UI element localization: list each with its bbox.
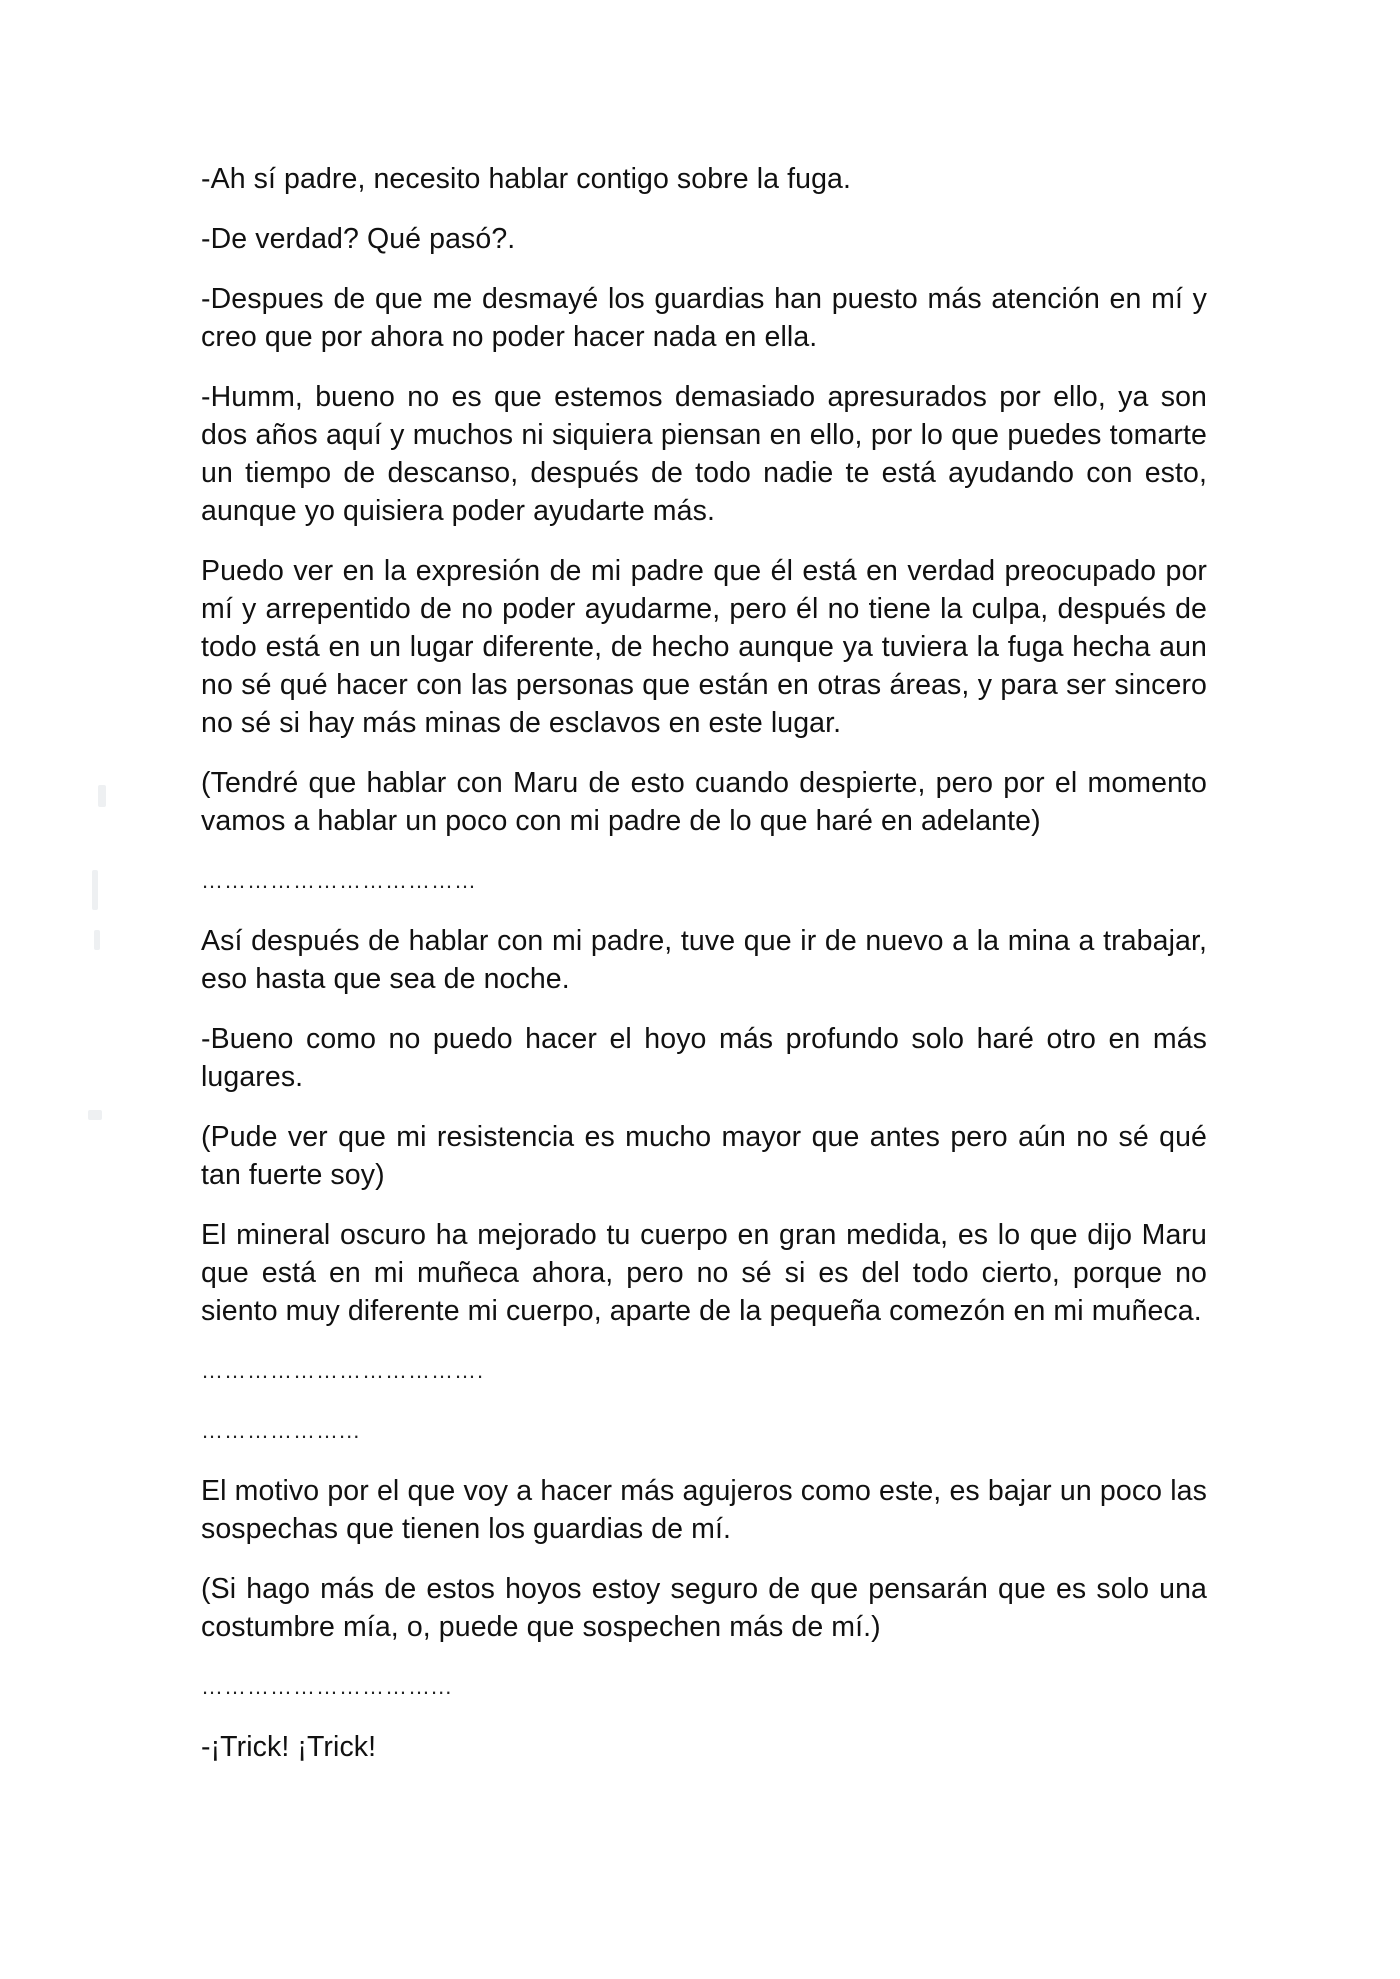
scan-artifact xyxy=(94,930,100,950)
dialogue-line: -¡Trick! ¡Trick! xyxy=(201,1731,377,1763)
scan-artifact xyxy=(98,785,106,807)
document-body xyxy=(201,160,1207,1788)
thought-paragraph: (Pude ver que mi resistencia es mucho mayor que antes pero aún no sé qué tan fuerte soy) xyxy=(201,1121,1207,1191)
thought-paragraph: (Si hago más de estos hoyos estoy seguro de que pensarán que es solo una costumbre mía, o, puede que sospechen más de mí.) xyxy=(201,1573,1207,1643)
scan-artifact xyxy=(88,1110,102,1120)
dialogue-line: -Ah sí padre, necesito hablar contigo sobre la fuga. xyxy=(201,163,852,195)
scene-separator: ……………………………… xyxy=(201,868,477,893)
dialogue-line: -De verdad? Qué pasó?. xyxy=(201,223,516,255)
dialogue-line: -Humm, bueno no es que estemos demasiado apresurados por ello, ya son dos años aquí y muchos ni siquiera piensan en ello, por lo que puedes tomarte un tiempo de descanso, después de todo nadie te está ayudando con esto, aunque yo quisiera poder ayudarte más. xyxy=(201,381,1207,527)
narrative-paragraph: El mineral oscuro ha mejorado tu cuerpo en gran medida, es lo que dijo Maru que está en mi muñeca ahora, pero no sé si es del todo cierto, porque no siento muy diferente mi cuerpo, aparte de la pequeña comezón en mi muñeca. xyxy=(201,1219,1207,1327)
scan-artifact xyxy=(92,870,98,910)
thought-paragraph: (Tendré que hablar con Maru de esto cuando despierte, pero por el momento vamos a hablar un poco con mi padre de lo que haré en adelante) xyxy=(201,767,1207,837)
narrative-paragraph: El motivo por el que voy a hacer más agujeros como este, es bajar un poco las sospechas que tienen los guardias de mí. xyxy=(201,1475,1207,1545)
scene-separator: ………………………………. xyxy=(201,1358,485,1383)
dialogue-line: -Bueno como no puedo hacer el hoyo más profundo solo haré otro en más lugares. xyxy=(201,1023,1207,1093)
narrative-paragraph: Así después de hablar con mi padre, tuve que ir de nuevo a la mina a trabajar, eso hasta que sea de noche. xyxy=(201,925,1207,995)
narrative-paragraph: Puedo ver en la expresión de mi padre que él está en verdad preocupado por mí y arrepentido de no poder ayudarme, pero él no tiene la culpa, después de todo está en un lugar diferente, de hecho aunque ya tuviera la fuga hecha aun no sé qué hacer con las personas que están en otras áreas, y para ser sincero no sé si hay más minas de esclavos en este lugar. xyxy=(201,555,1207,739)
dialogue-line: -Despues de que me desmayé los guardias han puesto más atención en mí y creo que por ahora no poder hacer nada en ella. xyxy=(201,283,1207,353)
scene-separator: …………………………... xyxy=(201,1674,453,1699)
scene-separator: ………………... xyxy=(201,1418,361,1443)
